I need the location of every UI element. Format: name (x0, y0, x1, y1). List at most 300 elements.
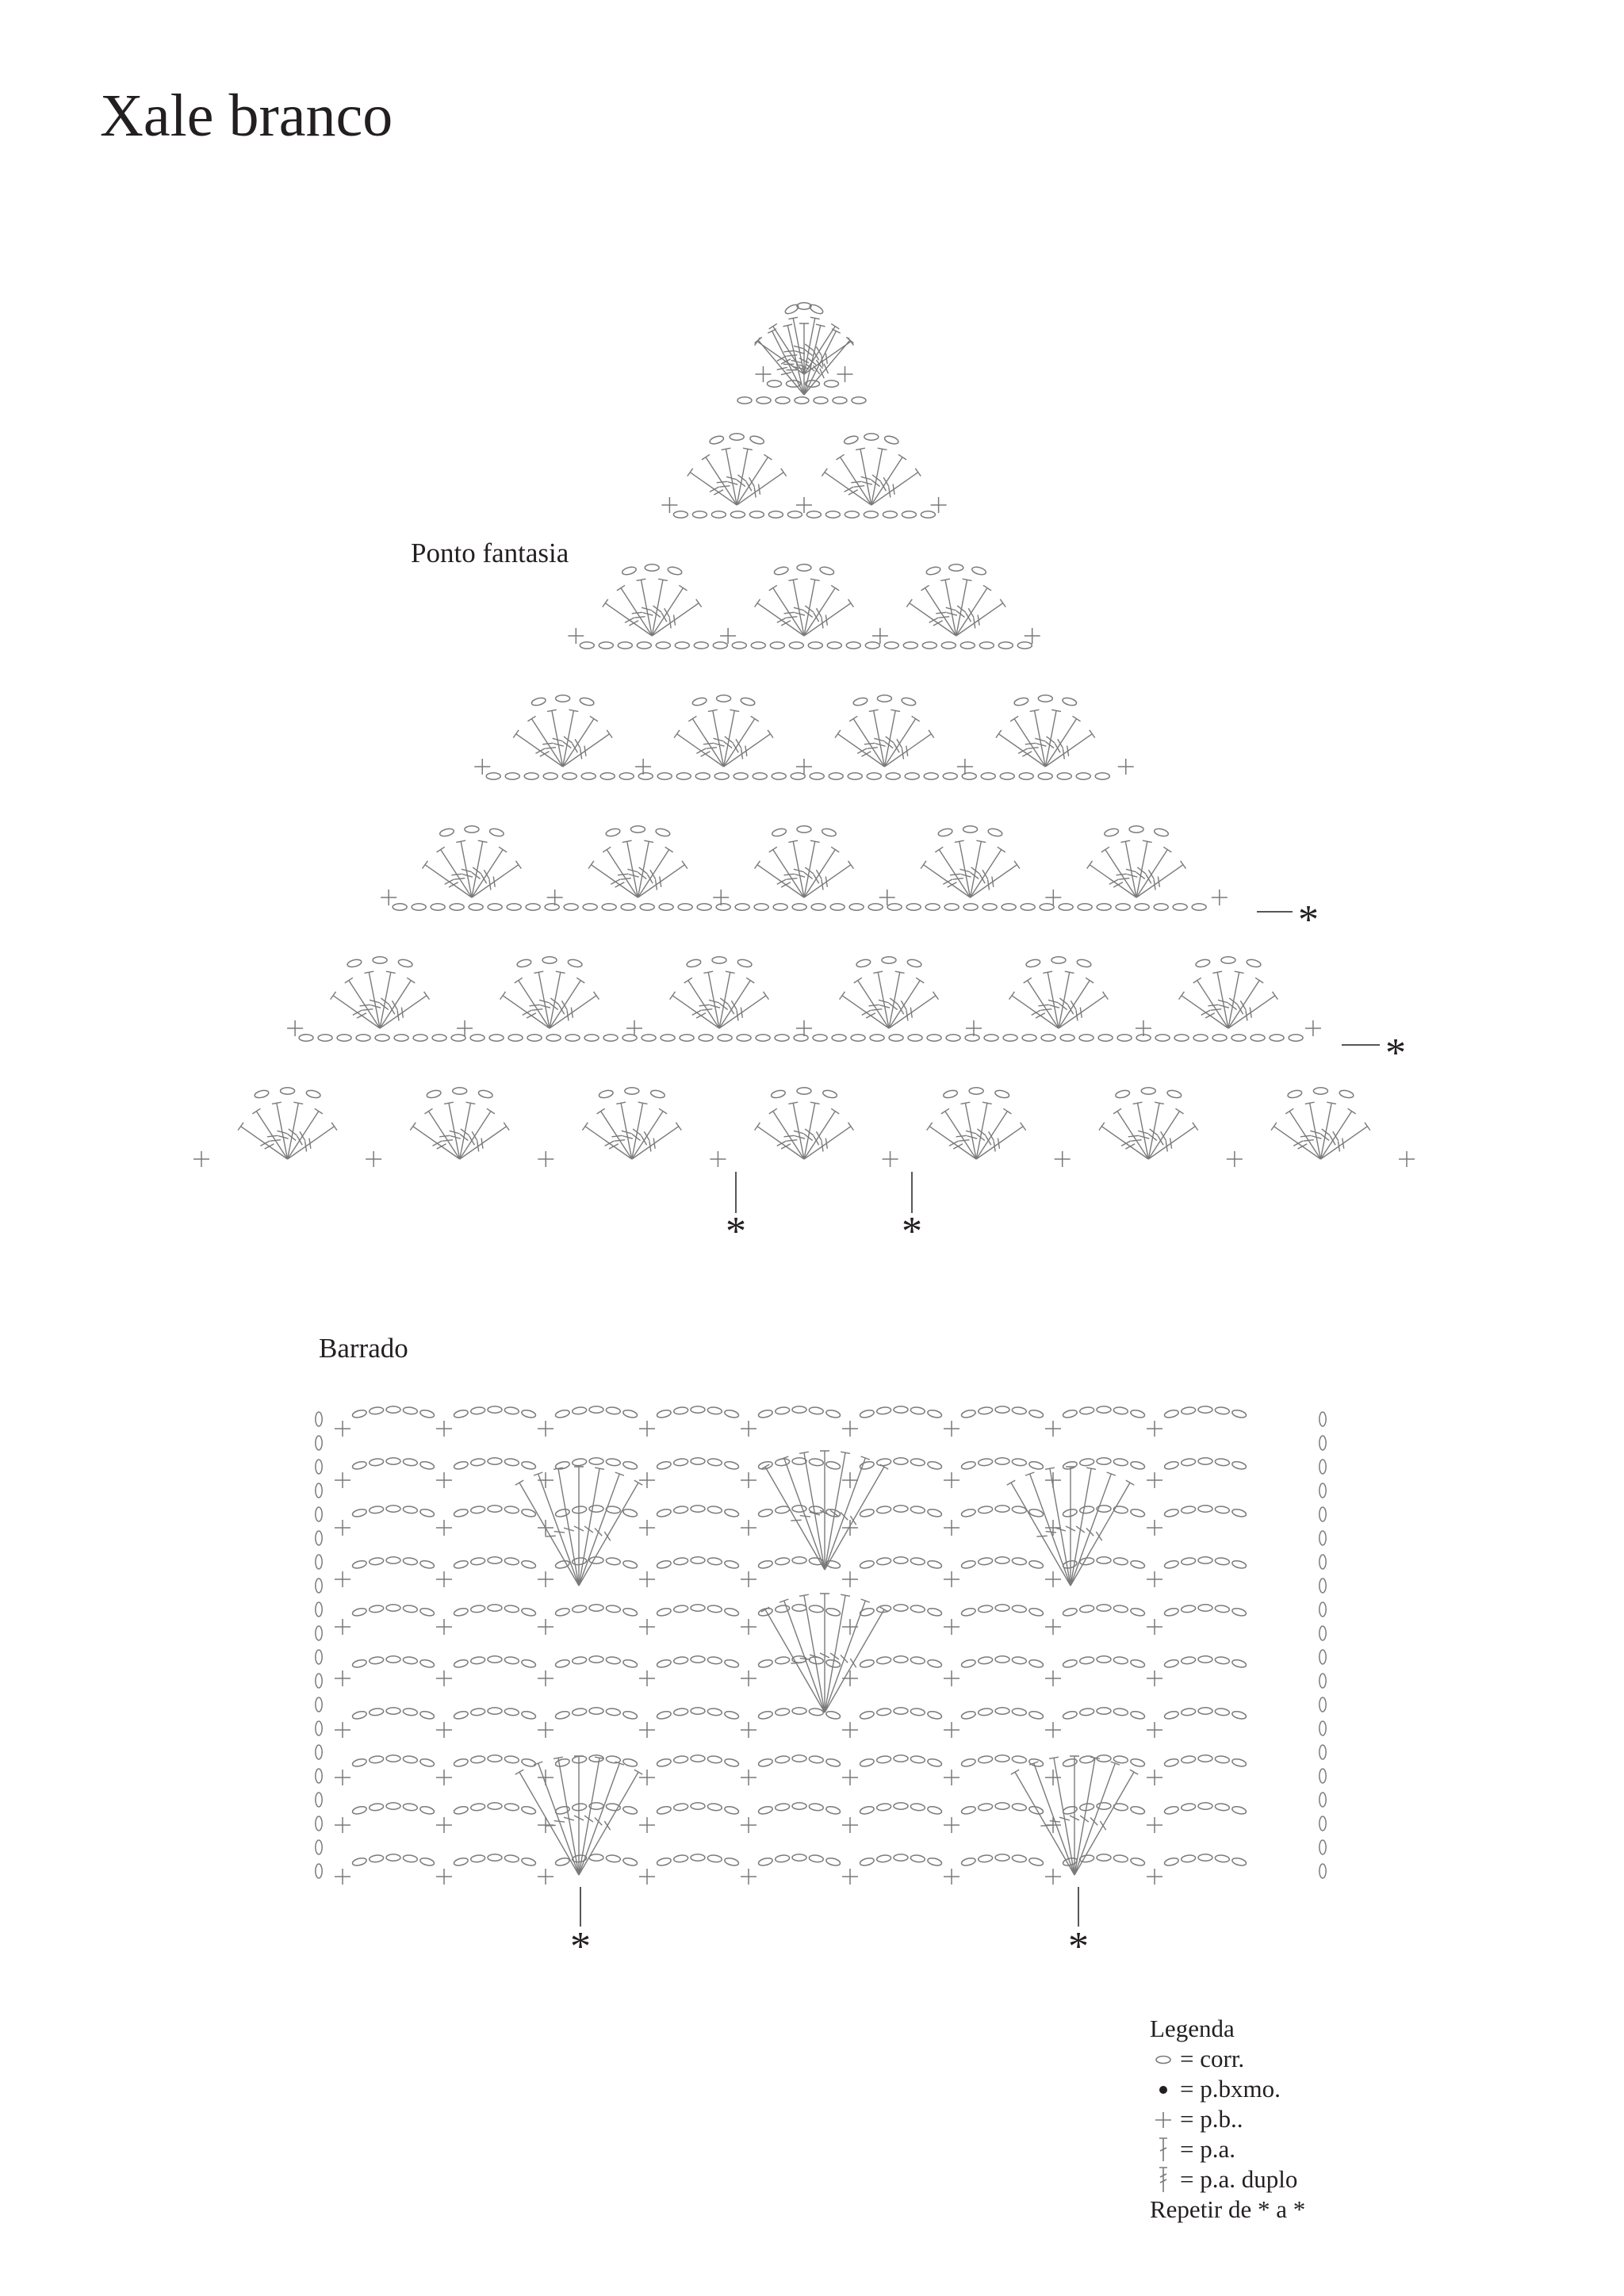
chain-stitch (1012, 1406, 1027, 1415)
chain-stitch (910, 1854, 925, 1863)
chain-stitch (758, 1710, 773, 1720)
chain-stitch (606, 1406, 621, 1415)
chain-stitch (564, 904, 578, 910)
chain-stitch (937, 828, 953, 838)
treble-crochet-stitch (884, 730, 933, 767)
chain-stitch (846, 642, 860, 649)
chain-stitch (830, 904, 845, 910)
single-crochet-stitch (944, 1619, 959, 1635)
chain-stitch (581, 773, 596, 779)
chain-stitch (1113, 1854, 1128, 1863)
chain-stitch (352, 1805, 367, 1816)
chain-stitch (469, 904, 483, 910)
chain-stitch (316, 1555, 322, 1569)
chain-stitch (393, 904, 407, 910)
single-crochet-stitch (957, 759, 973, 775)
chain-stitch (851, 1035, 865, 1041)
chain-stitch (1079, 1406, 1094, 1415)
chain-stitch (971, 566, 987, 576)
chain-stitch (984, 1035, 998, 1041)
chain-stitch (1038, 695, 1052, 702)
chain-stitch (724, 1508, 739, 1518)
chain-stitch (386, 1708, 400, 1714)
chain-stitch (691, 1708, 705, 1714)
chain-stitch (694, 642, 708, 649)
chain-stitch (1076, 959, 1091, 969)
chain-stitch (403, 1854, 418, 1863)
chain-stitch (504, 1458, 519, 1467)
chain-stitch (1079, 1708, 1094, 1716)
chain-stitch (1231, 1508, 1247, 1518)
chain-stitch (673, 1755, 688, 1764)
treble-crochet-stitch (804, 599, 853, 636)
single-crochet-stitch (1045, 1722, 1061, 1738)
chain-stitch (910, 1755, 925, 1764)
single-crochet-stitch (1147, 1520, 1162, 1536)
chain-stitch (1130, 1857, 1145, 1867)
chain-stitch (316, 1674, 322, 1688)
single-crochet-stitch (538, 1421, 553, 1437)
chain-stitch (453, 1088, 467, 1094)
chain-stitch (1164, 1607, 1179, 1617)
chain-stitch (819, 566, 835, 576)
chain-stitch (949, 564, 963, 571)
chain-stitch (1320, 1602, 1326, 1617)
chain-stitch (470, 1458, 485, 1467)
chain-stitch (356, 1035, 370, 1041)
chain-stitch (995, 1458, 1009, 1464)
chain-stitch (1215, 1605, 1230, 1613)
treble-crochet-stitch (719, 971, 735, 1028)
chain-stitch (622, 1710, 638, 1720)
chain-stitch (867, 773, 881, 779)
chain-stitch (856, 959, 871, 969)
chain-stitch (1063, 1710, 1078, 1720)
repeat-marker-asterisk: * (1068, 1924, 1089, 1969)
chain-stitch (488, 1605, 502, 1611)
single-crochet-stitch (335, 1670, 350, 1686)
chain-stitch (894, 1755, 908, 1762)
chain-stitch (316, 1436, 322, 1450)
single-crochet-stitch (796, 1020, 812, 1036)
chain-stitch (521, 1758, 536, 1768)
chain-stitch (1079, 1605, 1094, 1613)
chain-stitch (1078, 904, 1092, 910)
treble-crochet-stitch (996, 730, 1045, 767)
chain-stitch (521, 1857, 536, 1867)
chain-stitch (961, 1409, 976, 1419)
single-crochet-stitch (741, 1472, 756, 1488)
chain-stitch (657, 1857, 672, 1867)
chain-stitch (1164, 1758, 1179, 1768)
chain-stitch (1212, 1035, 1227, 1041)
chain-stitch (809, 1708, 824, 1716)
chain-stitch (905, 773, 919, 779)
chain-stitch (902, 511, 916, 518)
chain-stitch (504, 1656, 519, 1665)
chain-stitch (724, 1710, 739, 1720)
treble-crochet-stitch (1009, 992, 1059, 1028)
chain-stitch (1215, 1854, 1230, 1863)
repeat-marker-asterisk: * (902, 1209, 922, 1254)
chain-stitch (910, 1656, 925, 1665)
chain-stitch (657, 1409, 672, 1419)
chain-stitch (1141, 1088, 1155, 1094)
chain-stitch (1231, 1460, 1247, 1471)
single-crochet-stitch (639, 1722, 655, 1738)
chain-stitch (792, 1755, 806, 1762)
treble-crochet-icon (1150, 2164, 1177, 2195)
chain-stitch (1320, 1555, 1326, 1569)
treble-crochet-stitch (1045, 710, 1061, 767)
chain-stitch (1198, 1458, 1212, 1464)
chain-stitch (714, 773, 729, 779)
chain-stitch (1022, 1035, 1036, 1041)
chain-stitch (412, 904, 426, 910)
chain-stitch (386, 1406, 400, 1413)
single-crochet-stitch (436, 1619, 452, 1635)
chain-stitch (527, 1035, 542, 1041)
chain-stitch (1097, 1605, 1111, 1611)
treble-crochet-stitch (563, 710, 579, 767)
chain-stitch (555, 1659, 570, 1669)
chain-stitch (925, 566, 941, 576)
chain-stitch (809, 1755, 824, 1764)
chain-stitch (606, 1656, 621, 1665)
chain-stitch (758, 1559, 773, 1570)
single-crochet-stitch (457, 1020, 473, 1036)
chain-stitch (488, 1506, 502, 1512)
chain-stitch (1116, 904, 1130, 910)
single-crochet-stitch (639, 1770, 655, 1785)
chain-stitch (638, 773, 653, 779)
chain-stitch (1215, 1406, 1230, 1415)
chain-stitch (758, 1758, 773, 1768)
legend-text-double-crochet: = p.a. (1180, 2135, 1235, 2163)
chain-stitch (845, 511, 859, 518)
chain-stitch (860, 1409, 875, 1419)
single-crochet-stitch (713, 890, 729, 905)
chain-stitch (1063, 1409, 1078, 1419)
single-crochet-stitch (872, 628, 888, 644)
chain-stitch (606, 1458, 621, 1467)
chain-stitch (347, 959, 362, 969)
chain-stitch (758, 1607, 773, 1617)
treble-crochet-stitch (1148, 1123, 1197, 1159)
chain-stitch (645, 564, 659, 571)
chain-stitch (1313, 1088, 1327, 1094)
chain-stitch (572, 1406, 587, 1415)
chain-stitch (622, 1659, 638, 1669)
single-crochet-stitch (944, 1421, 959, 1437)
chain-stitch (542, 957, 557, 963)
chain-stitch (454, 1758, 469, 1768)
treble-crochet-stitch (1320, 1102, 1336, 1159)
chain-stitch (1079, 1557, 1094, 1566)
chain-stitch (1164, 1805, 1179, 1816)
treble-crochet-stitch (755, 1123, 804, 1159)
single-crochet-stitch (436, 1472, 452, 1488)
treble-crochet-stitch (288, 1123, 337, 1159)
chain-stitch (961, 1607, 976, 1617)
single-crochet-stitch (474, 759, 490, 775)
chain-stitch (860, 1857, 875, 1867)
chain-stitch (439, 828, 455, 838)
chain-stitch (758, 1508, 773, 1518)
chain-stitch (1320, 1460, 1326, 1474)
chain-stitch (470, 1605, 485, 1613)
chain-stitch (1251, 1035, 1265, 1041)
chain-stitch (673, 1506, 688, 1514)
chain-stitch (894, 1605, 908, 1611)
treble-crochet-stitch (670, 992, 719, 1028)
chain-stitch (1231, 1607, 1247, 1617)
chain-stitch (1057, 773, 1071, 779)
chain-stitch (791, 773, 805, 779)
treble-crochet-stitch (804, 1123, 853, 1159)
slip-stitch-dot-icon (1150, 2074, 1177, 2104)
chain-stitch (961, 1805, 976, 1816)
chain-stitch (305, 1089, 320, 1099)
legend-item-slip-stitch (1150, 2074, 1305, 2104)
chain-stitch (1063, 1607, 1078, 1617)
chain-stitch (1098, 1035, 1113, 1041)
chain-stitch (998, 642, 1013, 649)
chain-stitch (454, 1857, 469, 1867)
chain-stitch (1028, 1805, 1044, 1816)
chain-stitch (707, 1803, 722, 1812)
chain-stitch (889, 1035, 903, 1041)
chain-stitch (894, 1506, 908, 1512)
single-crochet-stitch (842, 1770, 858, 1785)
chain-stitch (1129, 826, 1143, 832)
chain-stitch (1025, 959, 1040, 969)
chain-stitch (927, 1758, 942, 1768)
chain-stitch (1198, 1854, 1212, 1861)
chain-stitch (657, 1559, 672, 1570)
chain-stitch (657, 1508, 672, 1518)
chain-stitch (699, 1035, 713, 1041)
chain-stitch (961, 1508, 976, 1518)
single-crochet-stitch (335, 1421, 350, 1437)
chain-stitch (454, 1508, 469, 1518)
double-crochet-stitch (534, 1472, 579, 1586)
chain-stitch (521, 1805, 536, 1816)
chain-stitch (978, 1708, 993, 1716)
chain-stitch (876, 1854, 891, 1863)
chain-stitch (622, 1805, 638, 1816)
chain-stitch (712, 957, 726, 963)
chain-stitch (622, 1035, 637, 1041)
treble-crochet-stitch (884, 710, 900, 767)
single-crochet-stitch (381, 890, 396, 905)
single-crochet-stitch (538, 1722, 553, 1738)
chain-stitch (792, 1557, 806, 1563)
chain-stitch (488, 1656, 502, 1663)
chain-stitch (982, 904, 997, 910)
chain-stitch (809, 1605, 824, 1613)
treble-crochet-stitch (1136, 840, 1152, 897)
chain-stitch (667, 566, 683, 576)
chain-stitch (724, 1659, 739, 1669)
chain-stitch (1215, 1458, 1230, 1467)
treble-crochet-stitch (1271, 1123, 1320, 1159)
single-crochet-stitch (741, 1817, 756, 1833)
chain-stitch (884, 642, 898, 649)
treble-crochet-stitch (724, 710, 740, 767)
chain-stitch (556, 695, 570, 702)
chain-stitch (883, 511, 897, 518)
legend-footer: Repetir de * a * (1150, 2195, 1306, 2223)
chain-stitch (488, 1803, 502, 1809)
chain-stitch (657, 1659, 672, 1669)
chain-stitch (403, 1656, 418, 1665)
treble-crochet-stitch (1059, 992, 1108, 1028)
single-crochet-stitch (755, 366, 771, 382)
chain-stitch (1097, 1557, 1111, 1563)
chain-stitch (870, 1035, 884, 1041)
chain-stitch (910, 1406, 925, 1415)
chain-stitch (749, 434, 765, 445)
chain-stitch (1130, 1460, 1145, 1471)
single-crochet-stitch (842, 1817, 858, 1833)
chain-stitch (1130, 1710, 1145, 1720)
treble-crochet-stitch (1059, 971, 1074, 1028)
chain-stitch (369, 1506, 384, 1514)
chain-stitch (1231, 1409, 1247, 1419)
treble-crochet-stitch (889, 992, 938, 1028)
chain-stitch (792, 1458, 806, 1464)
chain-stitch (1012, 1803, 1027, 1812)
chain-stitch (316, 1745, 322, 1759)
chain-stitch (1028, 1659, 1044, 1669)
chain-stitch (299, 1035, 313, 1041)
treble-crochet-stitch (472, 840, 488, 897)
treble-crochet-stitch (804, 317, 820, 374)
chain-stitch (386, 1854, 400, 1861)
single-crochet-stitch (741, 1670, 756, 1686)
chain-stitch (865, 642, 879, 649)
chain-stitch (1320, 1507, 1326, 1521)
chain-stitch (691, 1755, 705, 1762)
chain-stitch (1104, 828, 1120, 838)
chain-stitch (927, 1710, 942, 1720)
chain-stitch (1164, 1559, 1179, 1570)
single-crochet-stitch (639, 1817, 655, 1833)
chain-stitch (962, 773, 976, 779)
single-crochet-stitch (436, 1770, 452, 1785)
single-crochet-stitch (538, 1670, 553, 1686)
chain-stitch (589, 1557, 603, 1563)
chain-stitch (792, 1803, 806, 1809)
chain-stitch (987, 828, 1003, 838)
chain-stitch (599, 642, 613, 649)
chain-stitch (572, 1656, 587, 1665)
chain-stitch (606, 1854, 621, 1863)
chain-stitch (316, 1697, 322, 1712)
chain-stitch (775, 1506, 790, 1514)
chain-stitch (775, 1458, 790, 1467)
chain-stitch (1028, 1559, 1044, 1570)
legend-text-chain: = corr. (1180, 2045, 1245, 2072)
chain-stitch (603, 1035, 618, 1041)
chain-stitch (606, 1605, 621, 1613)
single-crochet-stitch (436, 1670, 452, 1686)
chain-stitch (316, 1531, 322, 1545)
chain-stitch (1193, 1035, 1208, 1041)
chain-stitch (733, 773, 748, 779)
chain-stitch (883, 434, 899, 445)
chain-stitch (1320, 1793, 1326, 1807)
chain-stitch (316, 1460, 322, 1474)
chain-stitch (1174, 1035, 1189, 1041)
chain-stitch (521, 1607, 536, 1617)
chain-stitch (758, 1659, 773, 1669)
chain-stitch (768, 511, 783, 518)
chain-stitch (555, 1857, 570, 1867)
single-crochet-stitch (944, 1869, 959, 1885)
chain-stitch (724, 1758, 739, 1768)
chain-stitch (625, 1088, 639, 1094)
chain-stitch (656, 642, 670, 649)
chain-stitch (822, 1089, 837, 1099)
chain-stitch (386, 1458, 400, 1464)
chain-stitch (809, 1406, 824, 1415)
chain-stitch (824, 381, 838, 387)
treble-crochet-stitch (1148, 1102, 1164, 1159)
chain-stitch (707, 1656, 722, 1665)
chain-stitch (580, 642, 594, 649)
chain-stitch (375, 1035, 389, 1041)
chain-stitch (316, 1602, 322, 1617)
chain-stitch (882, 957, 896, 963)
single-crochet-stitch (741, 1571, 756, 1587)
chain-stitch (775, 1406, 790, 1415)
treble-crochet-stitch (238, 1123, 287, 1159)
chain-stitch (735, 904, 749, 910)
chain-stitch (419, 1857, 435, 1867)
chain-stitch (775, 1803, 790, 1812)
single-crochet-stitch (1227, 1151, 1243, 1167)
chain-stitch (910, 1803, 925, 1812)
chain-stitch (630, 826, 645, 832)
chain-stitch (386, 1755, 400, 1762)
chain-stitch (521, 1508, 536, 1518)
single-crochet-stitch (436, 1869, 452, 1885)
chain-stitch (1231, 1559, 1247, 1570)
chain-stitch (1215, 1755, 1230, 1764)
chain-stitch (772, 828, 787, 838)
chain-stitch (775, 1708, 790, 1716)
chain-stitch (489, 828, 505, 838)
chain-stitch (1028, 1710, 1044, 1720)
single-crochet-stitch (436, 1722, 452, 1738)
chain-stitch (1130, 1805, 1145, 1816)
chain-stitch (394, 1035, 408, 1041)
chain-stitch (352, 1659, 367, 1669)
chain-stitch (978, 1755, 993, 1764)
chain-stitch (369, 1458, 384, 1467)
single-crochet-stitch (639, 1421, 655, 1437)
chain-stitch (709, 434, 725, 445)
repeat-marker-asterisk: * (1298, 897, 1319, 943)
treble-crochet-stitch (906, 599, 956, 636)
chain-stitch (1320, 1721, 1326, 1735)
single-crochet-stitch (568, 628, 584, 644)
single-crochet-stitch (639, 1869, 655, 1885)
chain-stitch (1166, 1089, 1182, 1099)
chain-stitch (1041, 1035, 1055, 1041)
